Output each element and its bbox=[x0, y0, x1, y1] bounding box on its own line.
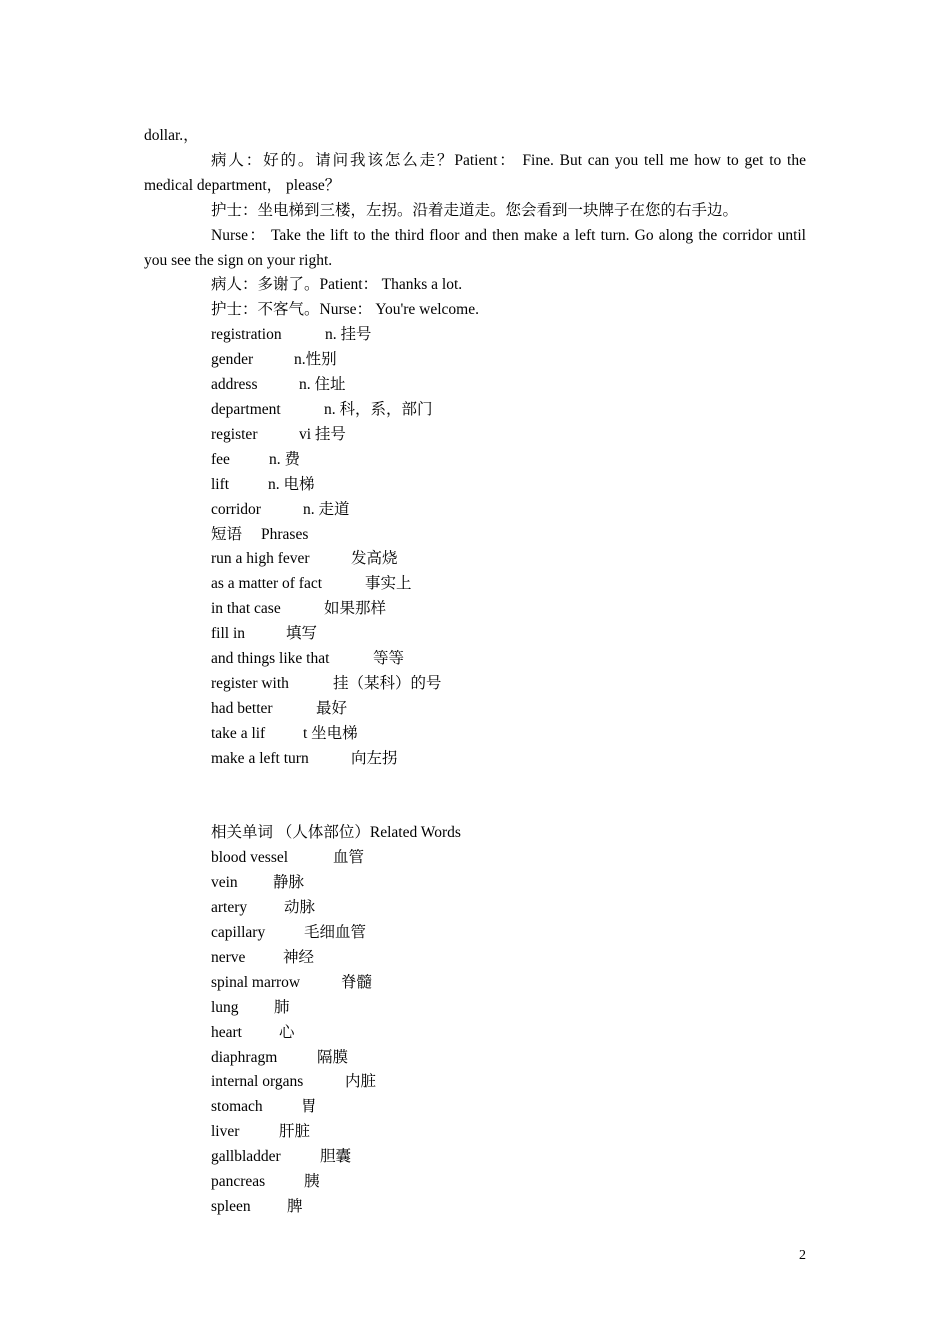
vocab-meaning: n. 挂号 bbox=[325, 326, 372, 344]
related-meaning: 毛细血管 bbox=[304, 923, 367, 941]
phrase-term: take a lif bbox=[211, 724, 266, 742]
related-meaning: 胰 bbox=[304, 1173, 320, 1191]
section-spacer bbox=[144, 772, 806, 822]
phrase-item bbox=[144, 747, 806, 772]
phrase-meaning: 最好 bbox=[316, 699, 348, 717]
related-item bbox=[144, 871, 806, 896]
related-term: gallbladder bbox=[211, 1148, 281, 1166]
phrase-meaning: 如果那样 bbox=[324, 600, 387, 618]
related-item bbox=[144, 971, 806, 996]
phrase-term: had better bbox=[211, 699, 273, 717]
phrase-term: make a left turn bbox=[211, 749, 309, 767]
vocab-term: address bbox=[211, 376, 258, 394]
vocabulary-list bbox=[144, 323, 806, 522]
related-meaning: 脾 bbox=[287, 1197, 303, 1215]
phrase-item bbox=[144, 672, 806, 697]
dialogue-line: 病人：多谢了。Patient： Thanks a lot. bbox=[211, 276, 463, 294]
related-meaning: 心 bbox=[279, 1023, 295, 1041]
related-item bbox=[144, 1195, 806, 1220]
dialogue-line: 护士：不客气。Nurse： You're welcome. bbox=[211, 301, 479, 319]
phrase-item bbox=[144, 697, 806, 722]
phrase-term: run a high fever bbox=[211, 550, 310, 568]
page-number: 2 bbox=[799, 1248, 806, 1263]
phrase-meaning: 事实上 bbox=[365, 575, 412, 593]
dialogue-section bbox=[144, 124, 806, 323]
related-term: vein bbox=[211, 874, 238, 892]
related-term: internal organs bbox=[211, 1073, 304, 1091]
vocab-meaning: n.性别 bbox=[294, 351, 337, 369]
related-item bbox=[144, 1046, 806, 1071]
phrase-meaning: 填写 bbox=[286, 625, 318, 643]
vocab-meaning: n. 走道 bbox=[303, 500, 350, 518]
related-meaning: 脊髓 bbox=[341, 973, 373, 991]
related-item bbox=[144, 1145, 806, 1170]
phrase-item bbox=[144, 547, 806, 572]
phrase-term: and things like that bbox=[211, 650, 330, 668]
phrases-heading-en: Phrases bbox=[261, 525, 309, 543]
vocab-term: gender bbox=[211, 351, 254, 369]
vocab-meaning: n. 费 bbox=[269, 450, 301, 468]
related-term: capillary bbox=[211, 923, 266, 941]
related-term: spleen bbox=[211, 1197, 251, 1215]
phrase-term: in that case bbox=[211, 600, 281, 618]
related-term: heart bbox=[211, 1023, 242, 1041]
phrases-list bbox=[144, 547, 806, 771]
dialogue-line: Nurse： Take the lift to the third floor and then make a left turn. Go along the corridor until you see the sign on your right. bbox=[144, 226, 806, 269]
related-meaning: 神经 bbox=[283, 948, 315, 966]
related-item bbox=[144, 1120, 806, 1145]
related-item bbox=[144, 1170, 806, 1195]
related-meaning: 胆囊 bbox=[320, 1148, 352, 1166]
vocab-term: lift bbox=[211, 475, 230, 493]
related-meaning: 动脉 bbox=[284, 899, 316, 917]
vocab-term: department bbox=[211, 400, 281, 418]
related-term: lung bbox=[211, 998, 239, 1016]
phrase-term: fill in bbox=[211, 625, 246, 643]
phrase-item bbox=[144, 647, 806, 672]
vocab-term: register bbox=[211, 425, 258, 443]
related-meaning: 血管 bbox=[333, 849, 365, 867]
phrase-item bbox=[144, 622, 806, 647]
related-item bbox=[144, 896, 806, 921]
vocab-meaning: n. 科，系，部门 bbox=[324, 400, 433, 418]
related-term: spinal marrow bbox=[211, 973, 301, 991]
vocab-term: registration bbox=[211, 326, 282, 344]
related-item bbox=[144, 846, 806, 871]
vocab-item bbox=[144, 323, 806, 348]
related-meaning: 肺 bbox=[274, 998, 290, 1016]
phrase-meaning: 挂（某科）的号 bbox=[333, 674, 442, 692]
vocab-item bbox=[144, 348, 806, 373]
related-term: artery bbox=[211, 899, 248, 917]
related-item bbox=[144, 921, 806, 946]
related-term: pancreas bbox=[211, 1173, 266, 1191]
related-term: stomach bbox=[211, 1098, 263, 1116]
vocab-item bbox=[144, 423, 806, 448]
phrase-meaning: 等等 bbox=[373, 650, 405, 668]
related-meaning: 胃 bbox=[301, 1098, 317, 1116]
related-words-list bbox=[144, 846, 806, 1220]
related-item bbox=[144, 1095, 806, 1120]
related-term: liver bbox=[211, 1123, 240, 1141]
related-item bbox=[144, 946, 806, 971]
dialogue-line: 护士：坐电梯到三楼，左拐。沿着走道走。您会看到一块牌子在您的右手边。 bbox=[211, 201, 739, 219]
vocab-item bbox=[144, 398, 806, 423]
related-term: diaphragm bbox=[211, 1048, 278, 1066]
related-meaning: 内脏 bbox=[345, 1073, 377, 1091]
phrase-item bbox=[144, 722, 806, 747]
phrase-meaning: 发高烧 bbox=[351, 550, 398, 568]
phrases-heading bbox=[144, 523, 806, 548]
vocab-meaning: n. 电梯 bbox=[268, 475, 315, 493]
phrase-meaning: t 坐电梯 bbox=[303, 724, 358, 742]
phrase-term: as a matter of fact bbox=[211, 575, 323, 593]
related-term: nerve bbox=[211, 948, 246, 966]
phrase-item bbox=[144, 572, 806, 597]
vocab-term: corridor bbox=[211, 500, 261, 518]
related-item bbox=[144, 1021, 806, 1046]
phrases-heading-cn: 短语 bbox=[211, 525, 243, 543]
vocab-item bbox=[144, 448, 806, 473]
vocab-meaning: vi 挂号 bbox=[299, 425, 346, 443]
page-content bbox=[144, 124, 806, 1220]
vocab-item bbox=[144, 373, 806, 398]
phrase-term: register with bbox=[211, 674, 289, 692]
vocab-term: fee bbox=[211, 450, 230, 468]
vocab-meaning: n. 住址 bbox=[299, 376, 346, 394]
phrase-item bbox=[144, 597, 806, 622]
related-meaning: 隔膜 bbox=[317, 1048, 349, 1066]
related-term: blood vessel bbox=[211, 849, 289, 867]
related-heading: 相关单词 （人体部位）Related Words bbox=[211, 824, 461, 842]
related-item bbox=[144, 996, 806, 1021]
related-item bbox=[144, 1070, 806, 1095]
related-meaning: 肝脏 bbox=[279, 1123, 311, 1141]
related-meaning: 静脉 bbox=[273, 874, 305, 892]
phrase-meaning: 向左拐 bbox=[351, 749, 398, 767]
dialogue-line: 病人：好的。请问我该怎么走？Patient： Fine. But can you tell me how to get to the medical department， please？ bbox=[144, 151, 806, 194]
dialogue-line: dollar.， bbox=[144, 127, 199, 144]
vocab-item bbox=[144, 498, 806, 523]
vocab-item bbox=[144, 473, 806, 498]
